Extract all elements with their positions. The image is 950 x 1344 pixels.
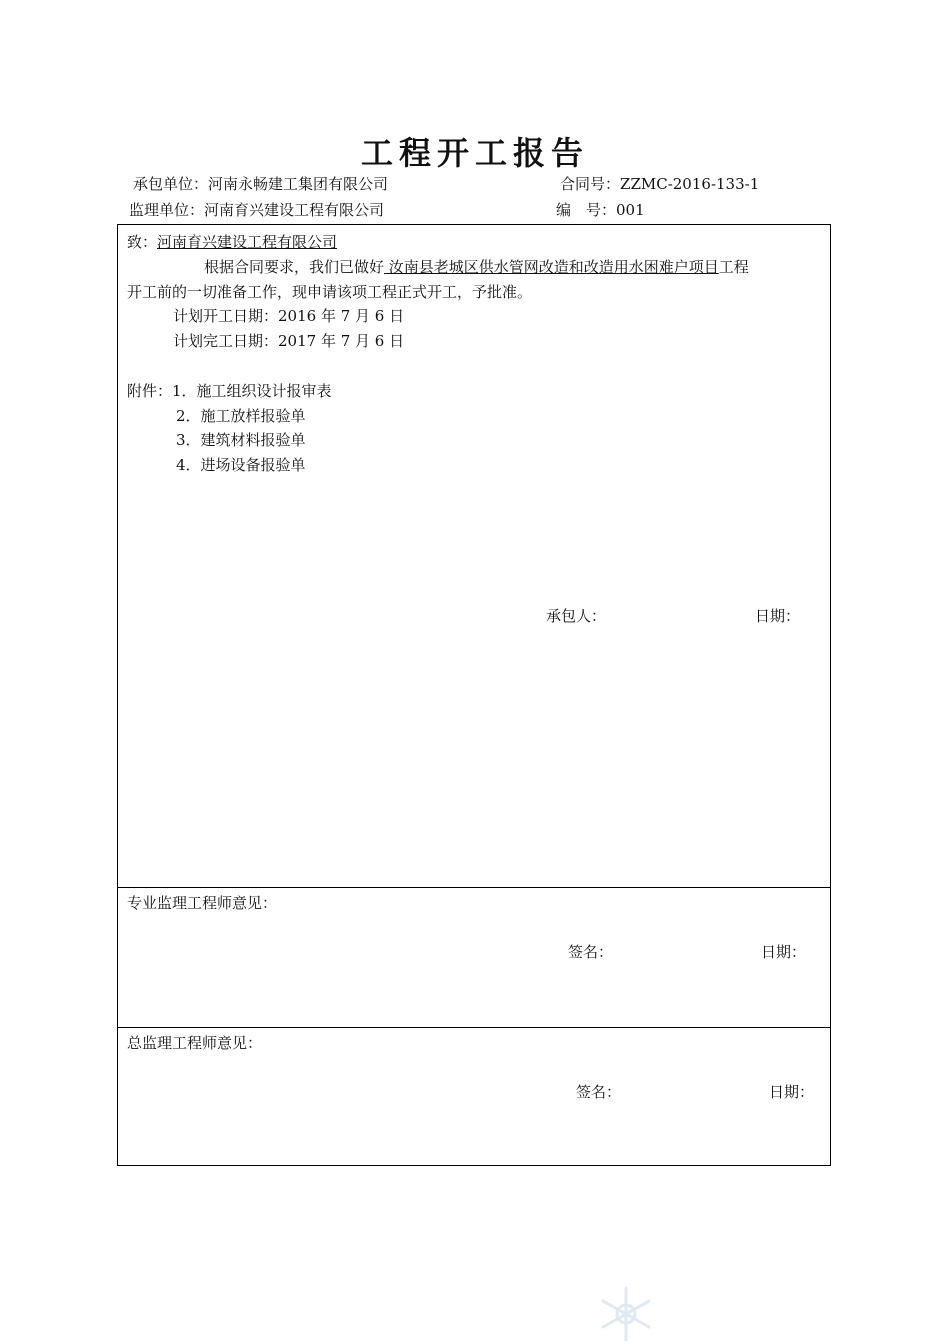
project-name: 汝南县老城区供水管网改造和改造用水困难户项目 (384, 258, 719, 276)
contractor-label: 承包单位： (133, 175, 209, 193)
planned-start-date: 计划开工日期：2016 年 7 月 6 日 (173, 307, 405, 325)
supervisor-value: 河南育兴建设工程有限公司 (204, 201, 385, 219)
contract-no-label: 合同号： (560, 175, 621, 193)
planned-end-date: 计划完工日期：2017 年 7 月 6 日 (173, 332, 405, 350)
chief-sign-label: 签名： (576, 1083, 622, 1101)
attachment-item-1: 附件：1．施工组织设计报审表 (127, 382, 332, 400)
attachment-item-3: 3．建筑材料报验单 (176, 431, 306, 449)
serial-line (556, 199, 645, 220)
addressee (127, 231, 337, 252)
attachment-item-2: 2．施工放样报验单 (176, 407, 306, 425)
contractor-sign-label: 承包人： (546, 607, 607, 625)
engineer-date-label: 日期： (761, 943, 807, 961)
attachment-item-4: 4．进场设备报验单 (176, 456, 306, 474)
chief-engineer-opinion-section (118, 1027, 830, 1167)
para-post: 工程 (718, 258, 749, 276)
request-paragraph-line2: 开工前的一切准备工作，现申请该项工程正式开工，予批准。 (127, 283, 533, 301)
snowflake-watermark-icon (596, 1284, 656, 1344)
contractor-line (133, 173, 388, 194)
para-pre: 根据合同要求，我们已做好 (204, 258, 385, 276)
contractor-value: 河南永畅建工集团有限公司 (208, 175, 389, 193)
supervisor-label: 监理单位： (129, 201, 205, 219)
chief-date-label: 日期： (769, 1083, 815, 1101)
addressee-label: 致： (127, 233, 158, 251)
page-title: 工程开工报告 (360, 134, 589, 172)
engineer-sign-label: 签名： (568, 943, 614, 961)
report-form (117, 224, 831, 1166)
contractor-date-label: 日期： (755, 607, 801, 625)
engineer-opinion-label: 专业监理工程师意见： (127, 894, 278, 912)
addressee-value: 河南育兴建设工程有限公司 (157, 233, 338, 251)
attachments-label: 附件： (127, 382, 173, 400)
application-section (118, 225, 830, 887)
supervisor-line (129, 199, 384, 220)
request-paragraph-line1 (204, 256, 749, 277)
serial-label: 编 号： (556, 201, 617, 219)
engineer-opinion-section (118, 887, 830, 1027)
contract-no-line (560, 173, 759, 194)
chief-opinion-label: 总监理工程师意见： (127, 1034, 263, 1052)
serial-value: 001 (616, 201, 645, 219)
contract-no-value: ZZMC-2016-133-1 (620, 175, 760, 193)
